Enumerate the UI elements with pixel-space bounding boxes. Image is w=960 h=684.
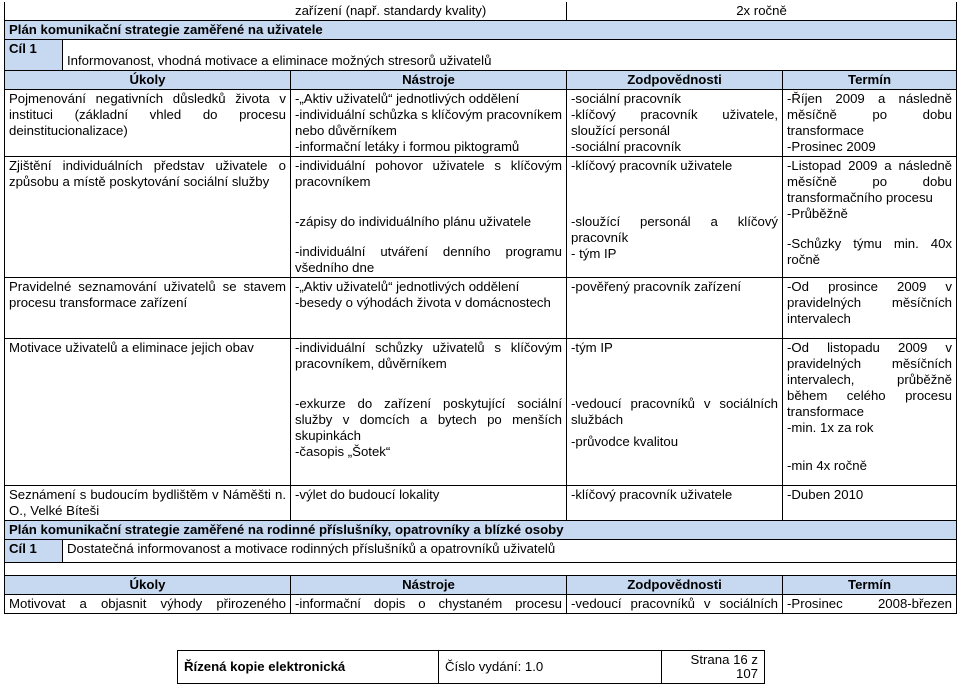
task-cell: Zjištění individuálních představ uživatele o způsobu a místě poskytování sociální služby: [5, 157, 291, 278]
plan-title-1: Plán komunikační strategie zaměřené na uživatele: [5, 21, 957, 40]
resp-cell: -vedoucí pracovníků v sociálních: [567, 595, 783, 614]
tools-item: -„Aktiv uživatelů“ jednotlivých oddělení: [295, 279, 520, 294]
resp-item: -pověřený pracovník zařízení: [571, 279, 742, 294]
term-cell: [783, 339, 957, 486]
term-item: -Od prosince 2009 v pravidelných měsíčních intervalech: [787, 279, 953, 326]
task-cell: Motivace uživatelů a eliminace jejich obav: [5, 339, 291, 486]
footer-copy: Řízená kopie elektronická: [178, 651, 439, 684]
term-item: -Listopad 2009 a následně měsíčně po dobu transformačního procesu: [787, 158, 953, 205]
term-cell: [783, 157, 957, 278]
header-tasks: Úkoly: [5, 576, 291, 595]
spacer: [295, 190, 562, 214]
tools-item: -individuální pohovor uživatele s klíčovým pracovníkem: [295, 158, 563, 189]
communication-plan-table: [4, 2, 957, 614]
goal-row-2: [5, 540, 957, 563]
spacer: [295, 372, 562, 396]
tools-cell: [291, 157, 567, 278]
goal-row-1: [5, 40, 957, 71]
spacer: [571, 174, 778, 214]
goal-label-1: Cíl 1: [5, 40, 63, 71]
header-term: Termín: [783, 71, 957, 90]
tools-cell: -informační dopis o chystaném procesu: [291, 595, 567, 614]
plan-title-row-1: [5, 21, 957, 40]
tools-item: -exkurze do zařízení poskytující sociální služby v domcích a bytech po menších skupinkách: [295, 396, 563, 443]
resp-item: -vedoucí pracovníků v sociálních službách: [571, 396, 779, 427]
resp-item: -tým IP: [571, 340, 613, 355]
top-carry-row: [5, 2, 957, 21]
table-row: [5, 278, 957, 339]
header-term: Termín: [783, 576, 957, 595]
header-tasks: Úkoly: [5, 71, 291, 90]
resp-cell: -klíčový pracovník uživatele: [567, 486, 783, 521]
blank-row: [5, 563, 957, 576]
tools-item: -individuální schůzky uživatelů s klíčovým pracovníkem, důvěrníkem: [295, 340, 563, 371]
top-right-cell: [567, 2, 957, 21]
spacer: [295, 230, 562, 244]
task-cell: Seznámení s budoucím bydlištěm v Náměšti n. O., Velké Bíteši: [5, 486, 291, 521]
tools-cell: -výlet do budoucí lokality: [291, 486, 567, 521]
tools-item: -zápisy do individuálního plánu uživatele: [295, 214, 532, 229]
resp-cell: [567, 157, 783, 278]
term-cell: -Prosinec 2008-březen: [783, 595, 957, 614]
term-item: -Schůzky týmu min. 40x ročně: [787, 236, 953, 267]
tools-cell: [291, 339, 567, 486]
tools-cell: [291, 90, 567, 157]
tools-item: -informační letáky i formou piktogramů: [295, 139, 520, 154]
resp-item: -sloužící personál a klíčový pracovník: [571, 214, 779, 245]
term-item: -min. 1x za rok: [787, 420, 874, 435]
tools-item: -časopis „Šotek“: [295, 444, 391, 459]
resp-item: -sociální pracovník: [571, 139, 681, 154]
header-responsibility: Zodpovědnosti: [567, 576, 783, 595]
goal-text-1: Informovanost, vhodná motivace a eliminace možných stresorů uživatelů: [63, 40, 957, 71]
task-cell: Pravidelné seznamování uživatelů se stavem procesu transformace zařízení: [5, 278, 291, 339]
resp-cell: [567, 339, 783, 486]
term-cell: [783, 278, 957, 339]
term-item: -min 4x ročně: [787, 458, 867, 473]
term-item: -Říjen 2009 a následně měsíčně po dobu transformace: [787, 91, 953, 138]
term-cell: [783, 90, 957, 157]
resp-cell: [567, 90, 783, 157]
spacer: [571, 356, 778, 396]
goal-text-2: Dostatečná informovanost a motivace rodinných příslušníků a opatrovníků uživatelů: [63, 540, 957, 563]
footer-page: Strana 16 z 107: [662, 651, 765, 684]
resp-cell: [567, 278, 783, 339]
tools-item: -individuální schůzka s klíčovým pracovníkem nebo důvěrníkem: [295, 107, 563, 138]
plan-title-2: Plán komunikační strategie zaměřené na rodinné příslušníky, opatrovníky a blízké osoby: [5, 521, 957, 540]
tools-item: -individuální utváření denního programu všedního dne: [295, 244, 563, 275]
resp-item: -klíčový pracovník uživatele: [571, 158, 733, 173]
term-item: -Od listopadu 2009 v pravidelných měsíčních intervalech, průběžně během celého procesu transformace: [787, 340, 953, 419]
plan-title-row-2: [5, 521, 957, 540]
top-right-text: 2x ročně: [736, 3, 787, 18]
resp-item: -průvodce kvalitou: [571, 434, 679, 449]
blank-cell: [5, 563, 957, 576]
footer-box: [177, 650, 765, 684]
top-left-text: zařízení (např. standardy kvality): [295, 3, 487, 18]
header-tools: Nástroje: [291, 576, 567, 595]
column-header-row-1: [5, 71, 957, 90]
column-header-row-2: [5, 576, 957, 595]
table-row: [5, 157, 957, 278]
table-row: [5, 339, 957, 486]
tools-cell: [291, 278, 567, 339]
term-cell: -Duben 2010: [783, 486, 957, 521]
term-item: -Prosinec 2009: [787, 139, 876, 154]
resp-item: -sociální pracovník: [571, 91, 681, 106]
header-responsibility: Zodpovědnosti: [567, 71, 783, 90]
header-tools: Nástroje: [291, 71, 567, 90]
table-row: [5, 486, 957, 521]
resp-item: - tým IP: [571, 246, 617, 261]
term-item: -Průběžně: [787, 206, 848, 221]
top-left-cell: [5, 2, 567, 21]
task-cell: Motivovat a objasnit výhody přirozeného: [5, 595, 291, 614]
table-row: [5, 595, 957, 614]
resp-item: -klíčový pracovník uživatele, sloužící personál: [571, 107, 779, 138]
table-row: [5, 90, 957, 157]
goal-label-2: Cíl 1: [5, 540, 63, 563]
tools-item: -„Aktiv uživatelů“ jednotlivých oddělení: [295, 91, 520, 106]
task-cell: Pojmenování negativních důsledků života v instituci (základní vhled do procesu deinstitucionalizace): [5, 90, 291, 157]
tools-item: -besedy o výhodách života v domácnostech: [295, 295, 551, 310]
footer-issue: Číslo vydání: 1.0: [439, 651, 662, 684]
